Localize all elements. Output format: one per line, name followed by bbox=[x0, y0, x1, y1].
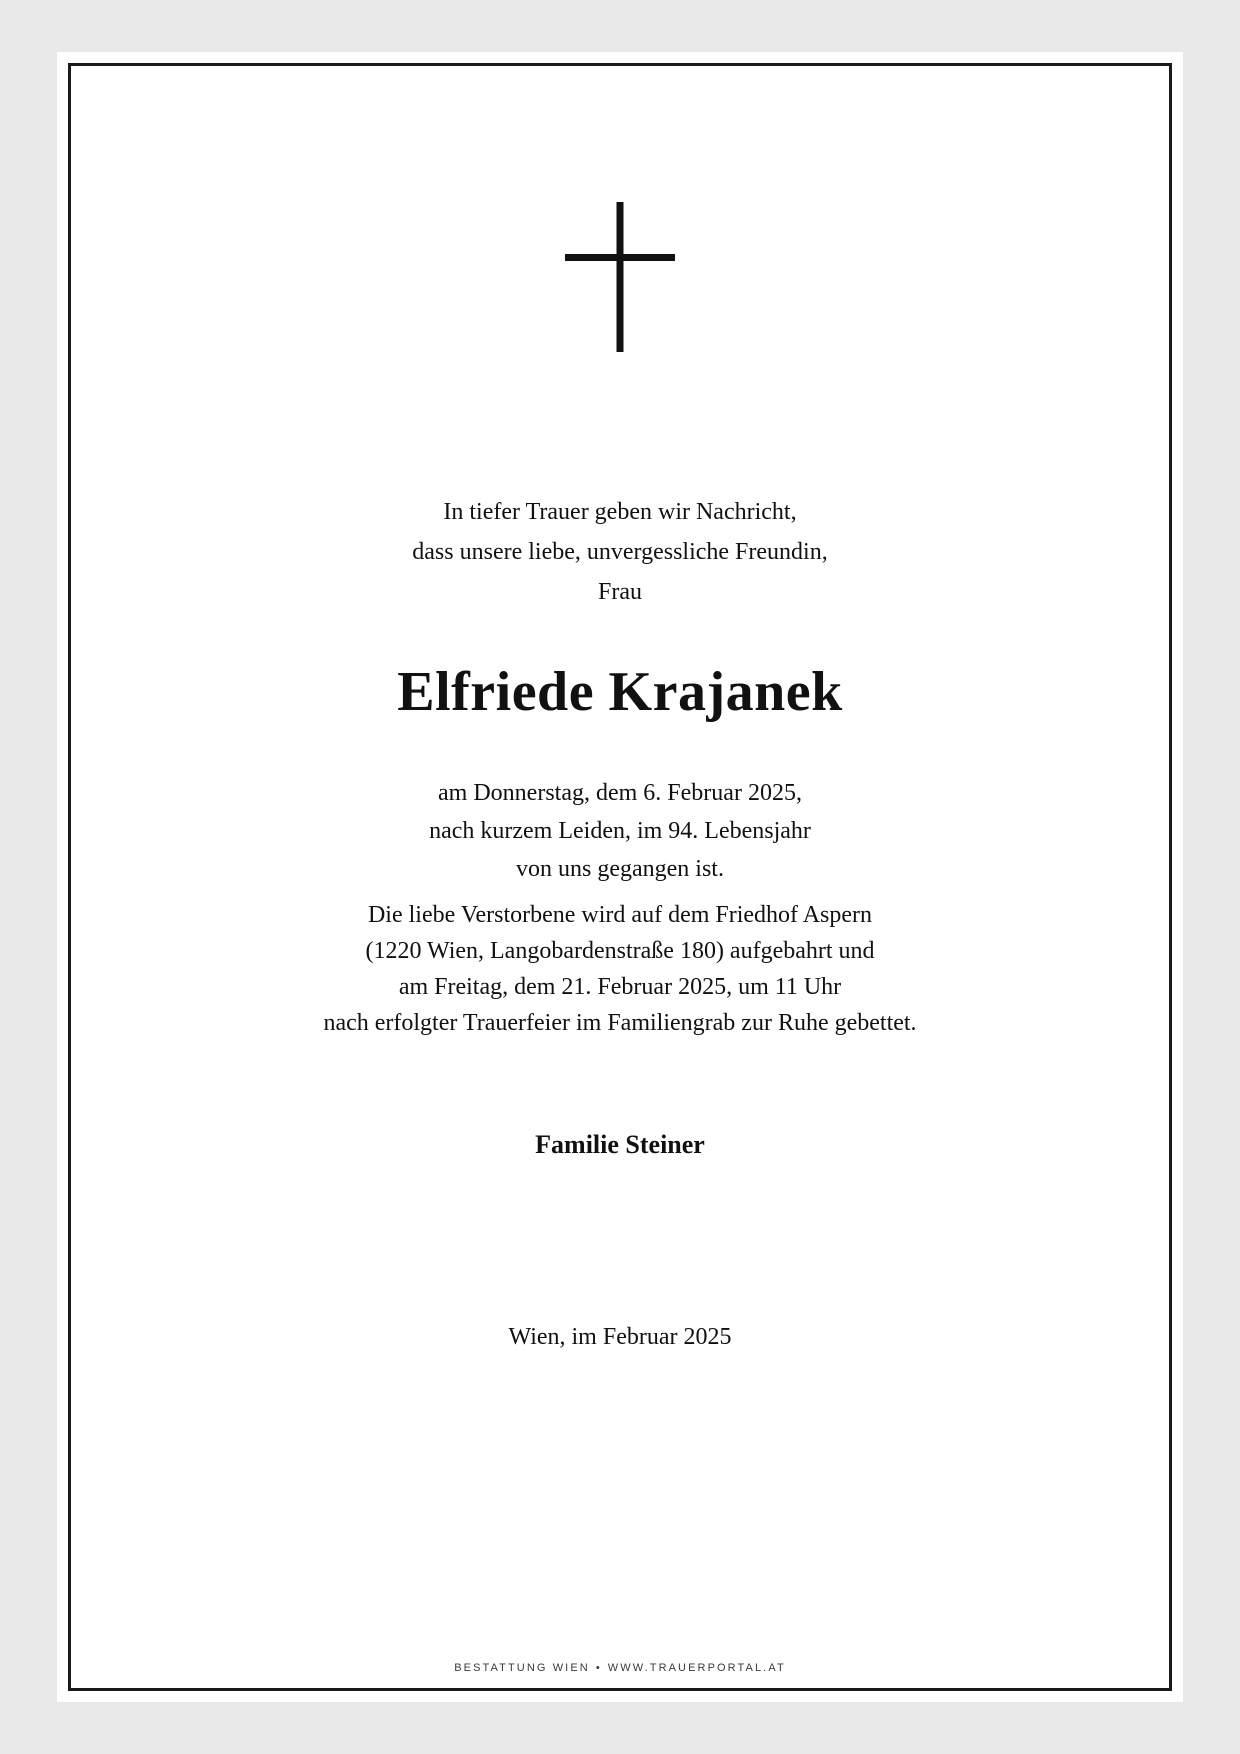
deceased-name: Elfriede Krajanek bbox=[397, 661, 843, 723]
cross-horizontal-bar bbox=[565, 254, 675, 261]
footer bbox=[57, 1662, 1183, 1674]
obituary-page bbox=[57, 52, 1183, 1702]
footer-website[interactable]: WWW.TRAUERPORTAL.AT bbox=[607, 1662, 786, 1674]
funeral-line-2: (1220 Wien, Langobardenstraße 180) aufgebahrt und bbox=[365, 938, 875, 964]
funeral-line-4: nach erfolgter Trauerfeier im Familiengrab zur Ruhe gebettet. bbox=[323, 1010, 917, 1036]
funeral-line-3: am Freitag, dem 21. Februar 2025, um 11 Uhr bbox=[398, 974, 842, 1000]
funeral-details bbox=[97, 897, 1143, 1041]
cross-container bbox=[57, 202, 1183, 352]
death-line-1: am Donnerstag, dem 6. Februar 2025, bbox=[438, 780, 802, 806]
intro-line-3: Frau bbox=[598, 579, 642, 605]
funeral-line-1: Die liebe Verstorbene wird auf dem Friedhof Aspern bbox=[367, 902, 873, 928]
footer-provider: BESTATTUNG WIEN bbox=[454, 1662, 590, 1674]
place-and-date: Wien, im Februar 2025 bbox=[508, 1324, 732, 1350]
family-signature: Familie Steiner bbox=[535, 1130, 705, 1159]
footer-separator: • bbox=[595, 1662, 602, 1674]
obituary-content bbox=[57, 52, 1183, 1702]
intro-line-1: In tiefer Trauer geben wir Nachricht, bbox=[443, 499, 797, 525]
intro-text bbox=[137, 492, 1103, 612]
death-line-2: nach kurzem Leiden, im 94. Lebensjahr bbox=[429, 818, 811, 844]
intro-line-2: dass unsere liebe, unvergessliche Freundin, bbox=[412, 539, 828, 565]
death-line-3: von uns gegangen ist. bbox=[516, 856, 724, 882]
death-details bbox=[137, 774, 1103, 888]
cross-vertical-bar bbox=[617, 202, 624, 352]
latin-cross-icon bbox=[565, 202, 675, 352]
